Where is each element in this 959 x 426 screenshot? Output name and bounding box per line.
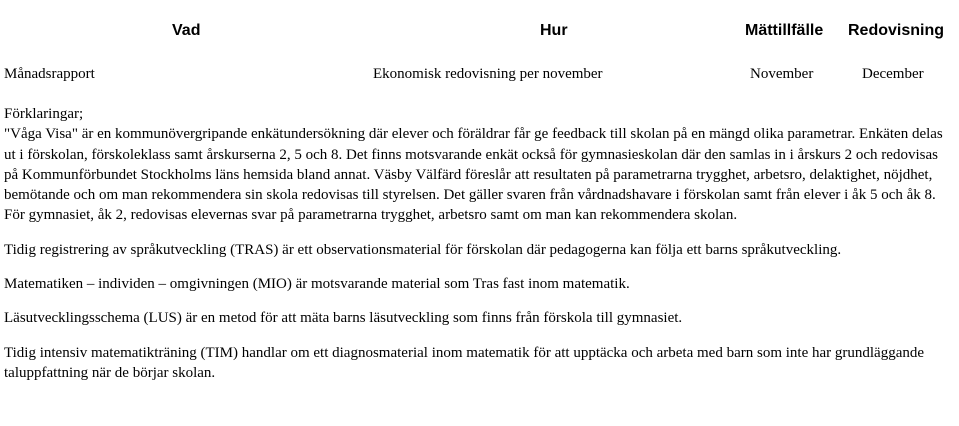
explanations-section <box>4 104 949 383</box>
column-header-redovisning: Redovisning <box>848 22 945 39</box>
explanations-heading: Förklaringar; <box>4 106 84 122</box>
explanation-lus: Läsutvecklingsschema (LUS) är en metod för att mäta barns läsutveckling som finns från förskola till gymnasiet. <box>4 310 683 327</box>
table-header-row <box>0 22 959 44</box>
explanation-tras: Tidig registrering av språkutveckling (TRAS) är ett observationsmaterial för förskolan där pedagogerna kan följa ett barns språkutveckling. <box>4 241 842 258</box>
column-header-hur: Hur <box>540 22 568 39</box>
column-header-vad: Vad <box>172 22 201 39</box>
explanation-mio: Matematiken – individen – omgivningen (MIO) är motsvarande material som Tras fast inom matematik. <box>4 276 630 293</box>
explanation-vaga-visa: "Våga Visa" är en kommunövergripande enkätundersökning där elever och föräldrar får ge feedback till skolan på en mängd olika parametrar. Enkäten delas ut i förskolan, förskoleklass samt årskurserna 2, 5 och 8. Det finns motsvarande enkät också för gymnasieskolan där den samlas in i årskurs 2 och redovisas på Kommunförbundet Stockholms läns hemsida bland annat. Väsby Välfärd föreslår att resultaten på parametrarna trygghet, arbetsro, delaktighet, nöjdhet, bemötande och om man rekommendera sin skola redovisas till styrelsen. Det gäller svaren från vårdnadshavare i förskolan samt från elever i åk 5 och åk 8. För gymnasiet, åk 2, redovisas elevernas svar på parametrarna trygghet, arbetsro samt om man kan rekommendera skolan. <box>4 126 943 224</box>
column-header-mattillfalle: Mättillfälle <box>745 22 824 39</box>
cell-mattillfalle: November <box>750 66 814 82</box>
cell-hur: Ekonomisk redovisning per november <box>373 66 603 82</box>
table-row <box>0 66 959 86</box>
cell-vad: Månadsrapport <box>4 66 95 82</box>
explanation-tim: Tidig intensiv matematikträning (TIM) handlar om ett diagnosmaterial inom matematik för att upptäcka och arbeta med barn som inte har grundläggande taluppfattning när de börjar skolan. <box>4 344 925 381</box>
cell-redovisning: December <box>862 66 924 82</box>
